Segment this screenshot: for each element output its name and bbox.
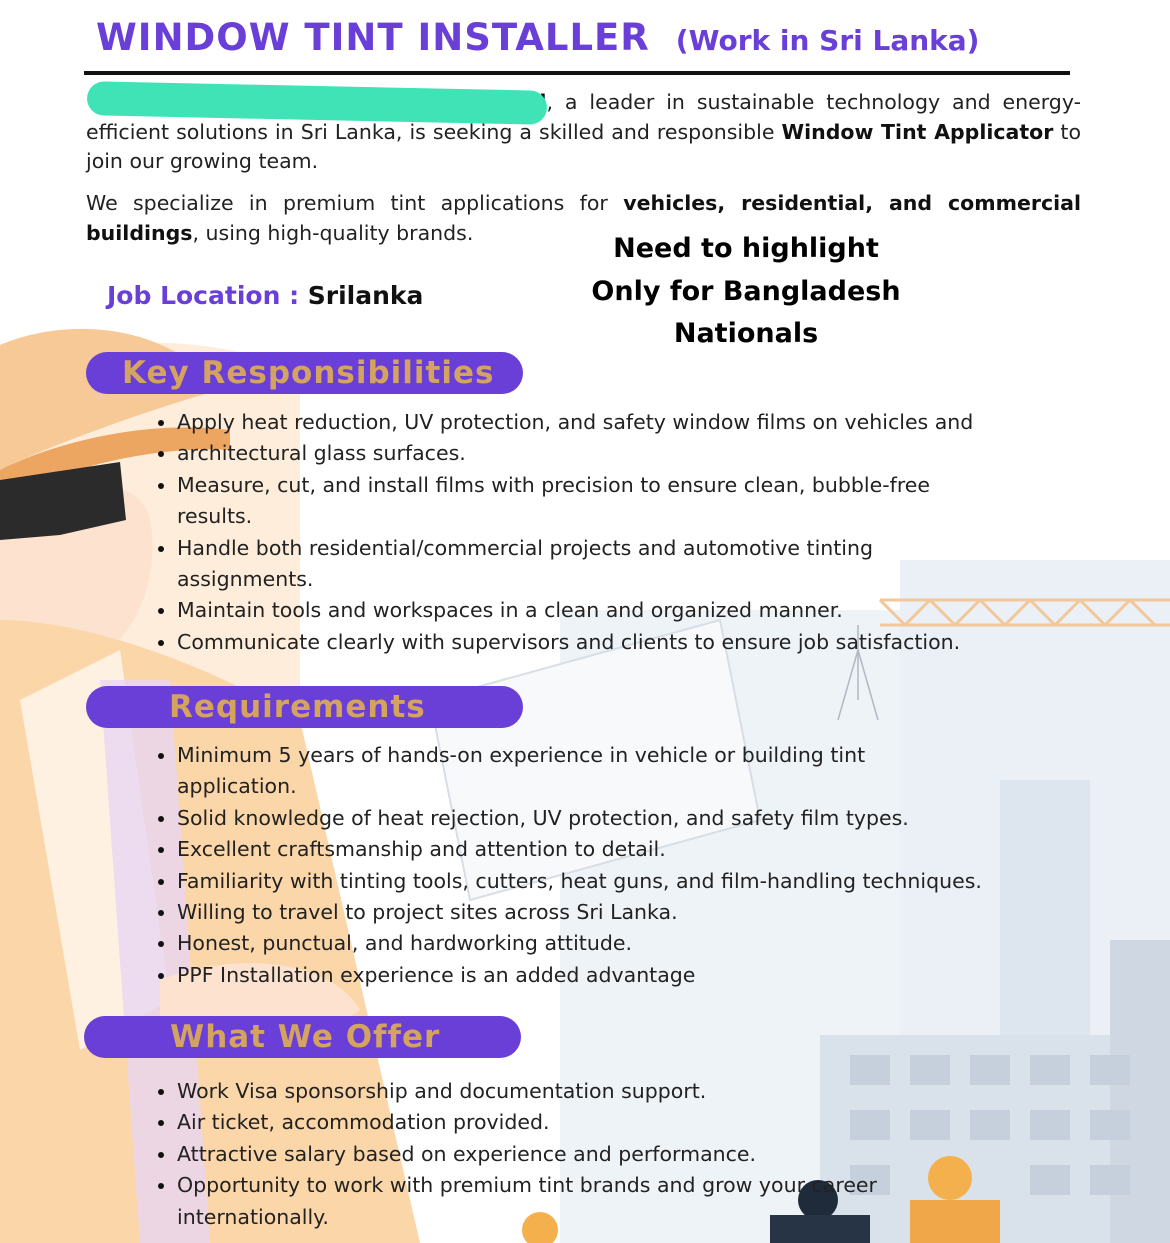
- list-item: • Apply heat reduction, UV protection, and safety window films on vehicles and: [177, 407, 1057, 438]
- list-item: • Work Visa sponsorship and documentation support.: [177, 1076, 977, 1107]
- list-item: • Measure, cut, and install films with precision to ensure clean, bubble-free results.: [177, 470, 997, 533]
- note-line-2: Only for Bangladesh: [591, 275, 901, 307]
- responsibilities-list: [155, 407, 1057, 658]
- list-item: • PPF Installation experience is an added advantage: [177, 960, 1077, 991]
- section-header-offer: [84, 1016, 521, 1058]
- list-item: • Opportunity to work with premium tint brands and grow your career internationally.: [177, 1170, 937, 1233]
- list-item: • Honest, punctual, and hardworking attitude.: [177, 928, 1077, 959]
- list-item: • Excellent craftsmanship and attention to detail.: [177, 834, 1077, 865]
- section-title-requirements: Requirements: [169, 689, 426, 725]
- specialize-text-2: , using high-quality brands.: [192, 220, 474, 245]
- section-header-requirements: [86, 686, 523, 728]
- page-subtitle: (Work in Sri Lanka): [675, 24, 980, 57]
- specialize-text-1: We specialize in premium tint applications for: [86, 191, 624, 215]
- section-title-offer: What We Offer: [170, 1019, 441, 1055]
- list-item: • Handle both residential/commercial projects and automotive tinting assignments.: [177, 533, 947, 596]
- job-location-value: Srilanka: [307, 281, 424, 310]
- intro-text-2: to join our growing team.: [86, 119, 1081, 173]
- intro-bold-role: Window Tint Applicator: [781, 119, 1054, 144]
- job-location-label: Job Location :: [107, 281, 308, 310]
- list-item: • architectural glass surfaces.: [177, 438, 1057, 469]
- job-location: [107, 281, 423, 310]
- list-item: • Air ticket, accommodation provided.: [177, 1107, 977, 1138]
- section-header-responsibilities: [86, 352, 523, 394]
- requirements-list: [155, 740, 1077, 991]
- list-item: • Solid knowledge of heat rejection, UV protection, and safety film types.: [177, 803, 1077, 834]
- section-title-responsibilities: Key Responsibilities: [122, 355, 495, 391]
- intro-text-1: , a leader in sustainable technology and energy-efficient solutions in Sri Lanka, is seeking a skilled and responsible: [86, 90, 1081, 144]
- note-line-1: Need to highlight: [613, 233, 879, 264]
- page-title: WINDOW TINT INSTALLER: [96, 16, 650, 59]
- list-item: • Minimum 5 years of hands-on experience in vehicle or building tint application.: [177, 740, 937, 803]
- note-line-3: Nationals: [673, 318, 819, 349]
- specialize-bold: vehicles, residential, and commercial buildings: [86, 191, 1082, 245]
- title-divider: [84, 71, 1070, 75]
- list-item: • Maintain tools and workspaces in a clean and organized manner.: [177, 595, 1057, 626]
- highlight-note: [580, 228, 912, 356]
- list-item: • Communicate clearly with supervisors and clients to ensure job satisfaction.: [177, 627, 1057, 658]
- list-item: • Attractive salary based on experience and performance.: [177, 1139, 977, 1170]
- title-row: [96, 16, 979, 72]
- list-item: • Willing to travel to project sites across Sri Lanka.: [177, 897, 1077, 928]
- offer-list: [155, 1076, 977, 1233]
- list-item: • Familiarity with tinting tools, cutters, heat guns, and film-handling techniques.: [177, 866, 1077, 897]
